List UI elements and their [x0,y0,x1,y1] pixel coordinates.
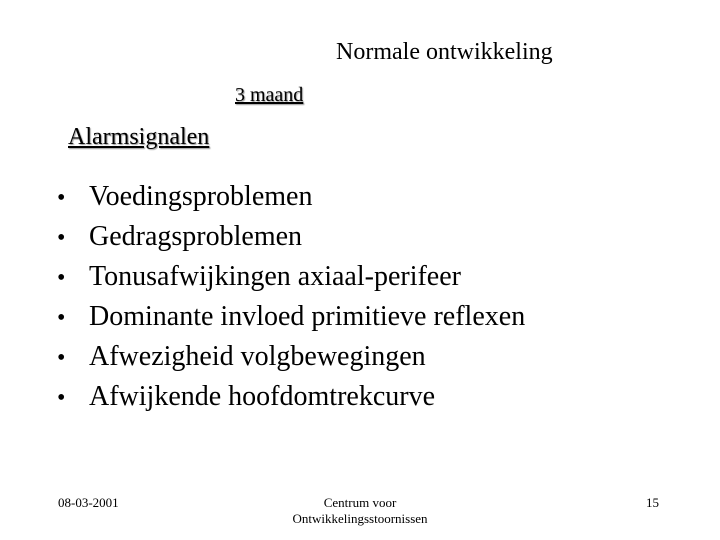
bullet-list [56,181,525,421]
footer-organization-line1: Centrum voor [323,495,397,510]
list-item [56,221,525,261]
bullet-text: Gedragsproblemen [89,221,303,252]
slide-subtitle: 3 maand [235,84,304,106]
list-item [56,301,525,341]
bullet-text: Afwijkende hoofdomtrekcurve [89,381,435,412]
footer-organization [270,495,450,527]
list-item [56,261,525,301]
footer-date: 08-03-2001 [58,495,119,510]
bullet-text: Tonusafwijkingen axiaal-perifeer [89,261,461,292]
bullet-icon: • [57,225,66,251]
list-item [56,341,525,381]
footer-organization-line2: Ontwikkelingsstoornissen [292,511,428,526]
section-heading: Alarmsignalen [68,124,210,150]
bullet-text: Dominante invloed primitieve reflexen [89,301,526,332]
slide-title: Normale ontwikkeling [336,39,553,65]
bullet-text: Voedingsproblemen [89,181,313,212]
list-item [56,181,525,221]
bullet-icon: • [57,345,66,371]
bullet-icon: • [57,185,66,211]
bullet-text: Afwezigheid volgbewegingen [89,341,426,372]
list-item [56,381,525,421]
bullet-icon: • [57,385,66,411]
bullet-icon: • [57,305,66,331]
bullet-icon: • [57,265,66,291]
footer-page-number: 15 [646,495,659,510]
